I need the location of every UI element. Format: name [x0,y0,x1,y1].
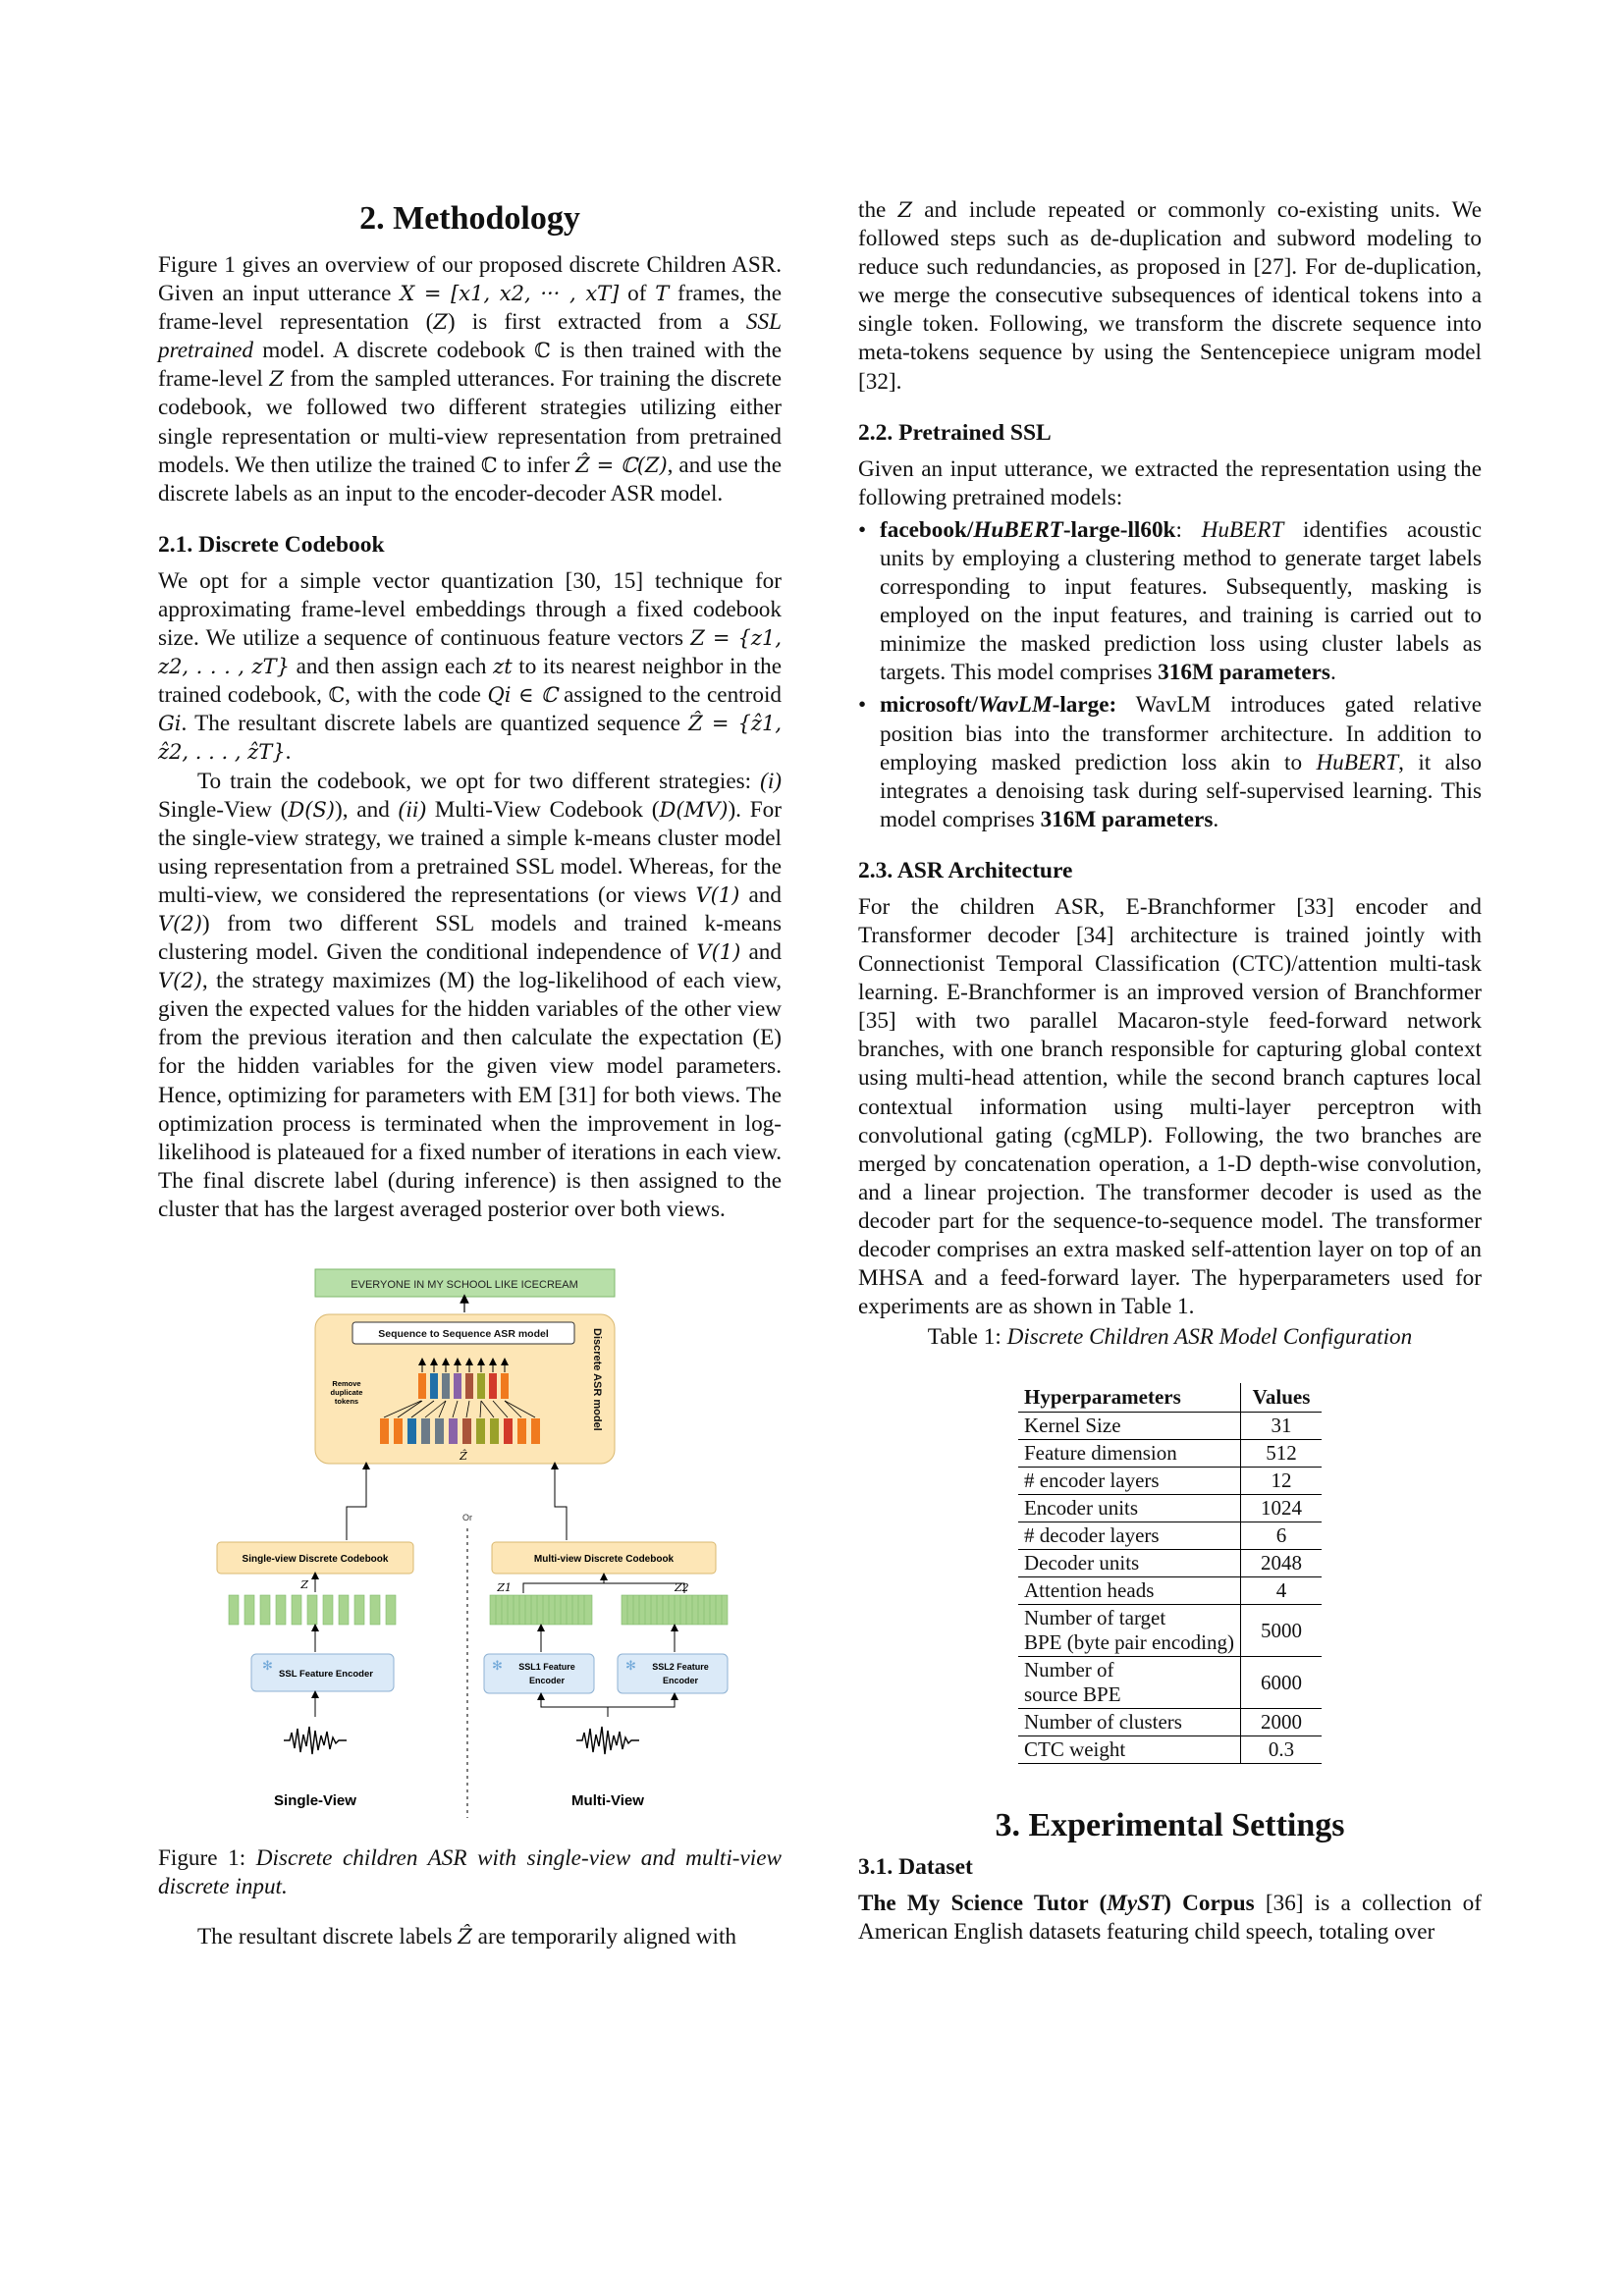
single-waveform-icon [284,1727,347,1754]
table-cell-value: 31 [1241,1413,1323,1440]
single-codebook-label: Single-view Discrete Codebook [242,1554,389,1565]
remove-dup-label-3: tokens [334,1397,359,1406]
dedup-paragraph: the Z and include repeated or commonly co-existing units. We followed steps such as de-duplication and subword modeling to reduce such redundancies, as proposed in [27]. For de-duplication, we merge the consecutive subsequences of identical tokens into a single token. Following, we transform the discrete sequence into meta-tokens sequence by using the Sentencepiece unigram model [32]. [858,197,1482,395]
z-label: Z [300,1578,308,1591]
table-row [1018,1709,1322,1736]
table-row [1018,1440,1322,1468]
table-cell-param: Kernel Size [1018,1413,1241,1440]
figure-1-diagram [158,1263,782,1833]
section-heading-methodology: 2. Methodology [359,200,580,237]
list-item-hubert: • facebook/HuBERT-large-ll60k: HuBERT identifies acoustic units by employing a clustering method to generate target labels corresponding to input features. Subsequently, masking is employed on the input features, and training is carried out to minimize the masked prediction loss using cluster labels as targets. This model comprises 316M parameters. [880,516,1482,688]
table-cell-param: Number of target BPE (byte pair encoding) [1018,1605,1241,1657]
figure-1 [158,1263,782,1901]
pretrained-models-list [858,516,1482,834]
table-cell-value: 0.3 [1241,1736,1323,1764]
table-cell-param: CTC weight [1018,1736,1241,1764]
z2-label: Z2 [675,1581,689,1594]
table-row [1018,1550,1322,1577]
subsection-title-asr-architecture: 2.3. ASR Architecture [858,857,1073,883]
ssl1-encoder-label-1: SSL1 Feature [518,1662,575,1672]
s2s-model-label: Sequence to Sequence ASR model [378,1328,549,1340]
remove-dup-label-1: Remove [332,1379,361,1388]
table-cell-param: Number of clusters [1018,1709,1241,1736]
hyperparameters-table [1018,1383,1322,1764]
table-cell-value: 1024 [1241,1495,1323,1522]
table-row [1018,1736,1322,1764]
ssl2-encoder-label-1: SSL2 Feature [652,1662,709,1672]
snowflake-icon: ✻ [262,1658,273,1673]
multi-feature-bars-1 [490,1595,592,1625]
table-cell-value: 12 [1241,1468,1323,1495]
multi-view-title: Multi-View [571,1792,644,1809]
table-cell-param: Encoder units [1018,1495,1241,1522]
or-label: Or [462,1513,472,1522]
table-cell-param: Number of source BPE [1018,1657,1241,1709]
table-1-caption: Table 1: Discrete Children ASR Model Configuration [927,1324,1413,1351]
table-row [1018,1522,1322,1550]
remove-dup-label-2: duplicate [330,1388,363,1397]
section-heading-experimental-settings: 3. Experimental Settings [995,1807,1345,1844]
left-column [158,196,782,1951]
table-cell-value: 5000 [1241,1605,1323,1657]
z1-label: Z1 [497,1581,512,1594]
dataset-paragraph: The My Science Tutor (MyST) Corpus [36] is a collection of American English datasets featuring child speech, totaling over [858,1891,1482,1946]
table-cell-param: # encoder layers [1018,1468,1241,1495]
table-body [1018,1413,1322,1764]
snowflake-icon: ✻ [492,1658,503,1673]
table-row [1018,1413,1322,1440]
single-feature-bars [229,1595,396,1625]
snowflake-icon: ✻ [625,1658,636,1673]
table-cell-param: # decoder layers [1018,1522,1241,1550]
table-cell-param: Decoder units [1018,1550,1241,1577]
table-cell-value: 4 [1241,1577,1323,1605]
table-header-cell: Hyperparameters [1018,1383,1241,1413]
subsection-title-discrete-codebook: 2.1. Discrete Codebook [158,531,385,558]
ssl2-encoder-label-2: Encoder [662,1676,699,1685]
asr-architecture-paragraph: For the children ASR, E-Branchformer [33] encoder and Transformer decoder [34] architecture is trained jointly with Connectionist Temporal Classification (CTC)/attention multi-task learning. E-Branchformer is an improved version of Branchformer [35] with two parallel Macaron-style feed-forward network branches, with one branch responsible for capturing global context using multi-head attention, while the second branch captures local contextual information using multi-layer perceptron with convolutional gating (cgMLP). Following, the two branches are merged by concatenation operation, a 1-D depth-wise convolution, and a linear projection. The transformer decoder is used as the decoder part for the sequence-to-sequence model. The transformer decoder comprises an extra masked self-attention layer on top of an MHSA and a feed-forward layer. The hyperparameters used for experiments are as shown in Table 1. [858,893,1482,1320]
table-cell-param: Attention heads [1018,1577,1241,1605]
table-cell-value: 512 [1241,1440,1323,1468]
table-row [1018,1495,1322,1522]
table-header-cell: Values [1241,1383,1323,1413]
codebook-paragraph: We opt for a simple vector quantization [30, 15] technique for approximating frame-level embeddings through a fixed codebook size. We utilize a sequence of continuous feature vectors Z = {z1, z2, . . . , zT} and then assign each zt to its nearest neighbor in the trained codebook, ℂ, with the code Qi ∈ ℂ assigned to the centroid Gi. The resultant discrete labels are quantized sequence Ẑ = {ẑ1, ẑ2, . . . , ẑT}. [158,567,783,766]
table-cell-value: 2048 [1241,1550,1323,1577]
ssl-encoder-label: SSL Feature Encoder [279,1669,373,1680]
multi-waveform-icon [576,1727,639,1754]
table-cell-value: 2000 [1241,1709,1323,1736]
zhat-label: Ẑ [460,1450,467,1463]
multi-codebook-label: Multi-view Discrete Codebook [533,1554,675,1565]
table-header-row [1018,1383,1322,1413]
codebook-training-paragraph: To train the codebook, we opt for two different strategies: (i) Single-View (D(S)), and (ii) Multi-View Codebook (D(MV)). For the single-view strategy, we trained a simple k-means cluster model using representation from a pretrained SSL model. Whereas, for the multi-view, we considered the representations (or views V(1) and V(2)) from two different SSL models and trained k-means clustering model. Given the conditional independence of V(1) and V(2), the strategy maximizes (M) the log-likelihood of each view, given the expected values for the hidden variables of the other view from the previous iteration and then calculate the expectation (E) for the hidden variables for the given view model parameters. Hence, optimizing for parameters with EM [31] for both views. The optimization process is terminated when the improvement in log-likelihood is plateaued for a fixed number of iterations in each view. The final discrete label (during inference) is then assigned to the cluster that has the largest averaged posterior over both views. [158,768,782,1222]
table-cell-param: Feature dimension [1018,1440,1241,1468]
right-column [858,196,1482,1947]
table-row [1018,1577,1322,1605]
pretrained-ssl-paragraph: Given an input utterance, we extracted the representation using the following pretrained models: [858,455,1482,510]
table-row [1018,1657,1322,1709]
list-item-wavlm: • microsoft/WavLM-large: WavLM introduces gated relative position bias into the transformer architecture. In addition to employing masked prediction loss akin to HuBERT, it also integrates a denoising task during self-supervised learning. This model comprises 316M parameters. [880,691,1482,833]
table-cell-value: 6000 [1241,1657,1323,1709]
table-row [1018,1468,1322,1495]
table-row [1018,1605,1322,1657]
discrete-labels-paragraph: The resultant discrete labels Ẑ are temporarily aligned with [197,1924,736,1950]
figure-1-caption: Figure 1: Discrete children ASR with single-view and multi-view discrete input. [158,1845,783,1900]
subsection-title-dataset: 3.1. Dataset [858,1854,973,1881]
ssl1-encoder-label-2: Encoder [528,1676,566,1685]
discrete-asr-label: Discrete ASR model [591,1328,603,1431]
table-cell-value: 6 [1241,1522,1323,1550]
methodology-paragraph: Figure 1 gives an overview of our proposed discrete Children ASR. Given an input utterance X = [x1, x2, ··· , xT] of T frames, the frame-level representation (Z) is first extracted from a SSL pretrained model. A discrete codebook ℂ is then trained with the frame-level Z from the sampled utterances. For training the discrete codebook, we followed two different strategies utilizing either single representation or multi-view representation from pretrained models. We then utilize the trained ℂ to infer Ẑ = ℂ(Z), and use the discrete labels as an input to the encoder-decoder ASR model. [158,252,782,507]
output-text: EVERYONE IN MY SCHOOL LIKE ICECREAM [351,1279,578,1291]
subsection-title-pretrained-ssl: 2.2. Pretrained SSL [858,419,1052,446]
single-view-title: Single-View [274,1792,356,1809]
